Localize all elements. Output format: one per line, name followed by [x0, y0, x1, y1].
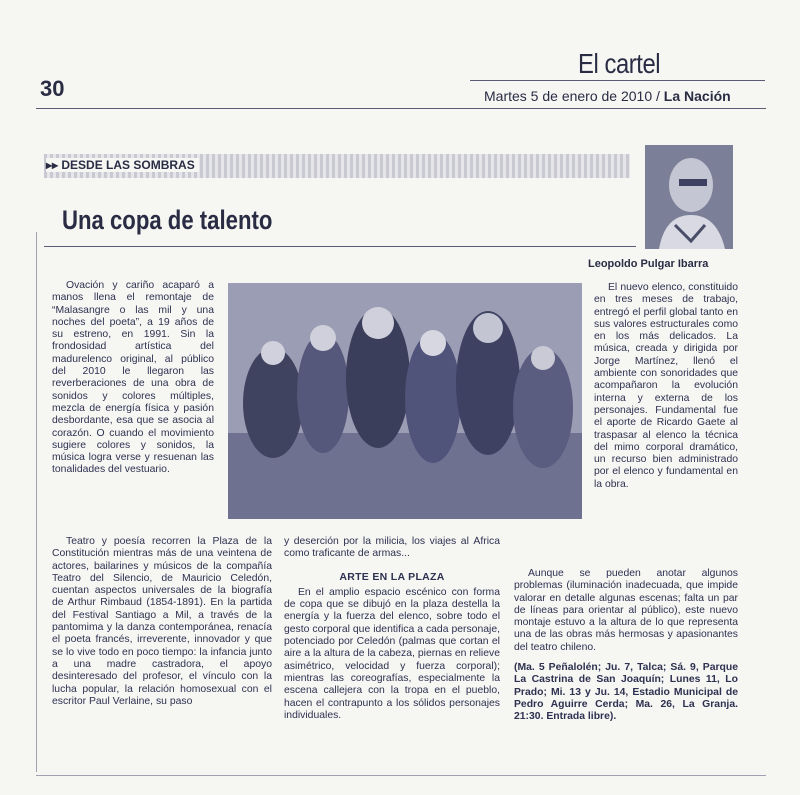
article-column-2	[284, 536, 500, 768]
performance-schedule: (Ma. 5 Peñalolén; Ju. 7, Talca; Sá. 9, Parque La Castrina de San Joaquín; Lunes 11, Lo Prado; Mi. 13 y Ju. 14, Estadio Municipal de Pedro Aguirre Cerda; Ma. 26, La Granja. 21:30. Entrada libre).	[514, 662, 738, 723]
article-column-1-continued	[52, 536, 272, 768]
paragraph: Teatro y poesía recorren la Plaza de la Constitución mientras más de una veintena de actores, bailarines y músicos de la compañía Teatro del Silencio, de Mauricio Celedón, cuentan aspectos universales de la biografía de Arthur Rimbaud (1854-1891). En la partida del Festival Santiago a Mil, a través de la pantomima y la danza contemporánea, renacía el poeta francés, irreverente, innovador y que se lo vive todo en poco tiempo: la infancia junto a una madre castradora, el apoyo desinteresado del profesor, el vínculo con la lucha popular, la relación homosexual con el escritor Paul Verlaine, su paso	[52, 536, 272, 707]
kicker-label: ▸▸ DESDE LAS SOMBRAS	[46, 158, 199, 172]
frame-bottom-rule	[36, 775, 766, 776]
page-number: 30	[40, 76, 65, 101]
header-rule-top	[470, 80, 765, 81]
article-column-3	[594, 282, 738, 542]
header-rule-bottom	[36, 108, 766, 109]
section-title: El cartel	[578, 48, 661, 79]
paragraph: El nuevo elenco, constituido en tres meses de trabajo, entregó el perfil global tanto en sus valores estructurales como en los más delicados. La música, creada y dirigida por Jorge Martínez, llenó el ambiente con sonoridades que acompañaron la evolución interna y externa de los personajes. Fundamental fue el aporte de Ricardo Gaete al traspasar al elenco la técnica del mimo corporal dramático, un recurso bien administrado por el elenco y fundamental en la obra.	[594, 282, 738, 490]
article-column-1	[52, 280, 214, 540]
paragraph: Aunque se pueden anotar algunos problemas (iluminación inadecuada, que impide valorar en detalle algunas escenas; falta un par de líneas para orientar al público), este nuevo montaje estuvo a la altura de lo que representa una de las obras más hermosas y apasionantes del teatro chileno.	[514, 568, 738, 653]
date-line	[484, 88, 731, 104]
headline-rule	[44, 246, 636, 247]
article-subhead: ARTE EN LA PLAZA	[339, 570, 445, 583]
paragraph: En el amplio espacio escénico con forma de copa que se dibujó en la plaza destella la energía y la fuerza del elenco, sobre todo el gesto corporal que identifica a cada personaje, potenciado por Celedón (palmas que cortan el aire a la altura de la cabeza, piernas en relieve asimétrico, velocidad y fuerza corporal); mientras las coreografías, especialmente la escena callejera con la tropa en el pueblo, hacen el contrapunto a los sólidos personajes individuales.	[284, 586, 500, 721]
paragraph: Ovación y cariño acaparó a manos llena el remontaje de “Malasangre o las mil y una noches del poeta”, a 19 años de su estreno, en 1991. Sin la frondosidad artística del madurelenco original, al público del 2010 le llegaron las reverberaciones de una obra de sonidos y colores múltiples, mezcla de energía física y pasión desbordante, esa que se asocia al corazón. O cuando el movimiento sugiere colores y sonidos, la música logra verse y resuenan las tonalidades del vestuario.	[52, 280, 214, 476]
article-photo	[228, 283, 582, 519]
issue-date: Martes 5 de enero de 2010 /	[484, 88, 660, 104]
article-headline: Una copa de talento	[62, 205, 273, 235]
author-photo	[645, 145, 733, 249]
article-column-3-continued	[514, 568, 738, 768]
paragraph: y deserción por la milicia, los viajes al África como traficante de armas...	[284, 536, 500, 560]
newspaper-name: La Nación	[663, 88, 731, 104]
author-byline: Leopoldo Pulgar Ibarra	[588, 258, 709, 270]
frame-left-rule	[36, 232, 37, 772]
